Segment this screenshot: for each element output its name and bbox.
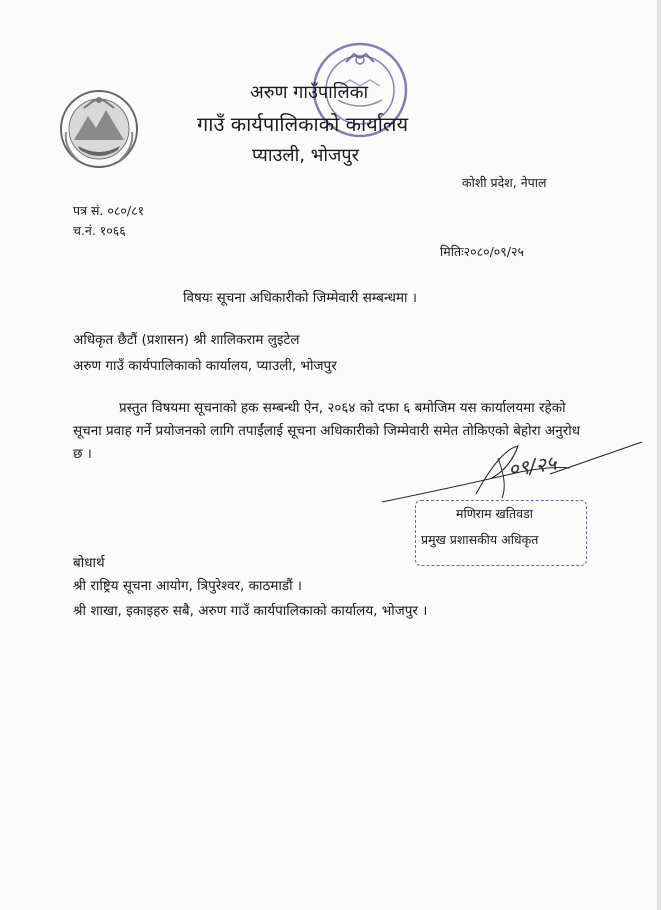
body-paragraph: प्रस्तुत विषयमा सूचनाको हक सम्बन्धी ऐन, २०६४ को दफा ६ बमोजिम यस कार्यालयमा रहेको सूचना प्रवाह गर्ने प्रयोजनको लागि तपाईंलाई सूचना अधिकारीको जिम्मेवारी समेत तोकिएको बेहोरा अनुरोध छ । bbox=[73, 400, 581, 462]
letter-date: मितिः२०८०/०९/२५ bbox=[440, 244, 525, 259]
office-name-line2: गाउँ कार्यपालिकाको कार्यालय bbox=[197, 112, 409, 136]
cc-item-2: श्री शाखा, इकाइहरु सबै, अरुण गाउँ कार्यपालिकाको कार्यालय, भोजपुर । bbox=[73, 603, 428, 619]
province-line: कोशी प्रदेश, नेपाल bbox=[462, 175, 547, 190]
cc-item-1: श्री राष्ट्रिय सूचना आयोग, त्रिपुरेश्वर, काठमाडौं । bbox=[73, 578, 303, 594]
patra-sankhya: पत्र सं. ०८०/८१ bbox=[73, 203, 145, 218]
page-edge bbox=[657, 0, 661, 910]
nepal-government-emblem-icon bbox=[58, 88, 140, 170]
addressee-line1: अधिकृत छैटौं (प्रशासन) श्री शालिकराम लुइटेल bbox=[73, 332, 300, 348]
handwritten-date: ०९/२५ bbox=[506, 450, 558, 482]
cc-heading: बोधार्थ bbox=[73, 555, 105, 571]
addressee-line2: अरुण गाउँ कार्यपालिकाको कार्यालय, प्याउली, भोजपुर bbox=[73, 358, 337, 374]
signatory-title: प्रमुख प्रशासकीय अधिकृत bbox=[421, 532, 539, 547]
signatory-name: मणिराम खतिवडा bbox=[456, 506, 534, 521]
chalani-number: च.नं. १०६६ bbox=[73, 223, 126, 238]
office-name-line1: अरुण गाउँपालिका bbox=[250, 82, 369, 103]
office-address-line: प्याउली, भोजपुर bbox=[252, 145, 359, 166]
letter-subject: विषयः सूचना अधिकारीको जिम्मेवारी सम्बन्धमा । bbox=[183, 290, 417, 306]
